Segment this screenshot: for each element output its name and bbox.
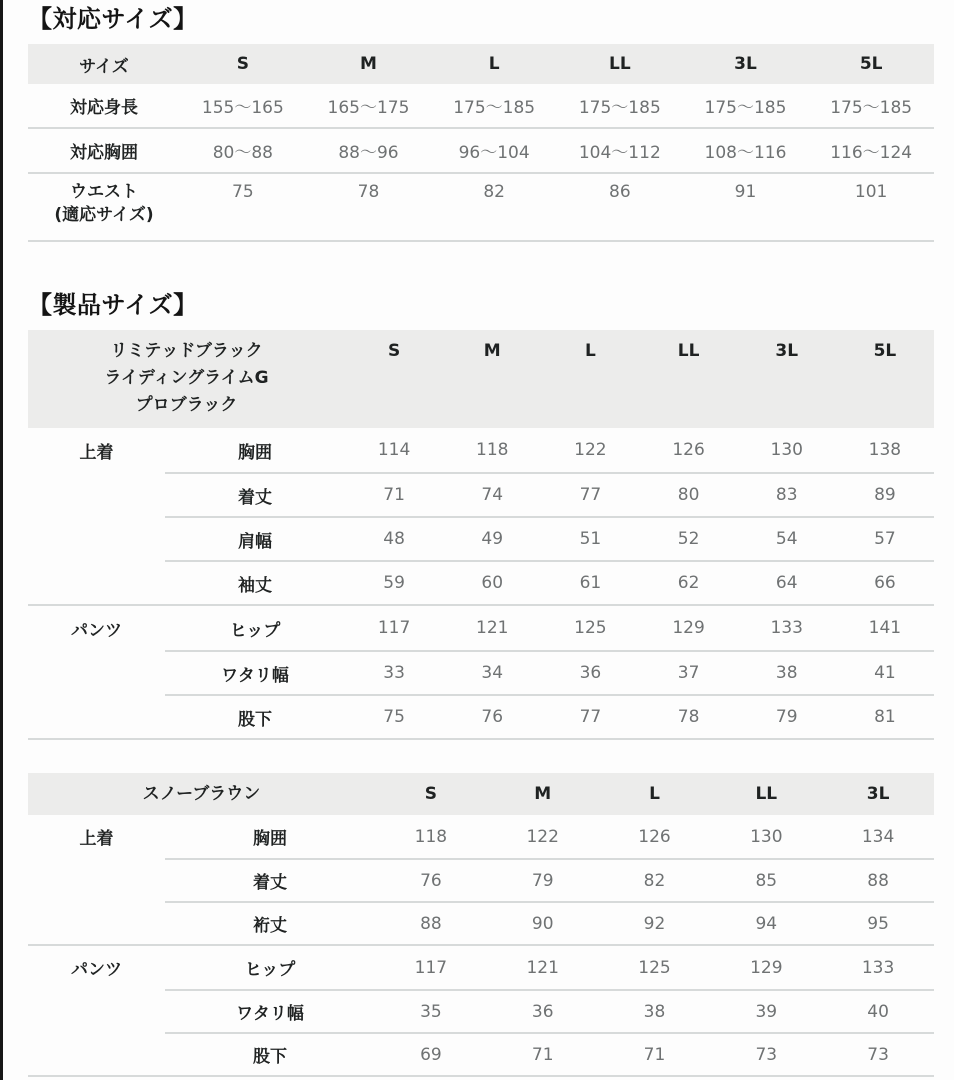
column-header-5l: 5L <box>873 341 897 361</box>
row-label: 股下 <box>238 709 272 730</box>
table-row-inseam <box>165 694 934 738</box>
variant-name: ライディングライムG <box>104 368 269 388</box>
value-cell: 76 <box>420 870 442 891</box>
value-cell: 94 <box>755 913 778 934</box>
support-table-header-row <box>28 44 934 84</box>
table-row-chest <box>28 127 934 172</box>
column-header-m: M <box>360 54 377 74</box>
value-cell: 122 <box>526 826 559 847</box>
product-size-title: 【製品サイズ】 <box>28 291 198 319</box>
value-cell: 71 <box>643 1044 666 1065</box>
row-label: 胸囲 <box>238 442 272 463</box>
table-row-body-length <box>165 472 934 516</box>
column-header-m: M <box>483 341 501 361</box>
table-row-thigh-width <box>165 650 934 694</box>
value-cell: 88 <box>867 870 889 891</box>
value-cell: 126 <box>672 440 705 460</box>
value-cell: 64 <box>775 573 798 593</box>
value-cell: 54 <box>775 529 798 549</box>
value-cell: 126 <box>638 826 671 847</box>
value-cell: 130 <box>770 440 803 460</box>
variant-name: スノーブラウン <box>142 783 261 804</box>
group-rows <box>165 946 934 1075</box>
value-cell: 90 <box>531 913 554 934</box>
value-cell: 76 <box>481 707 504 727</box>
group-jacket <box>28 815 934 944</box>
row-label: ワタリ幅 <box>221 665 289 686</box>
group-rows <box>165 428 934 604</box>
row-label: 裄丈 <box>253 916 287 936</box>
value-cell: 122 <box>574 440 607 460</box>
table-row-waist <box>28 172 934 240</box>
value-cell: 117 <box>414 957 448 978</box>
column-header-l: L <box>649 783 660 804</box>
value-cell: 138 <box>868 440 902 460</box>
value-cell: 129 <box>750 957 783 978</box>
value-cell: 73 <box>755 1044 778 1065</box>
value-cell: 73 <box>867 1044 889 1065</box>
value-cell: 92 <box>643 913 666 934</box>
value-cell: 89 <box>874 485 896 505</box>
value-cell: 66 <box>874 573 896 593</box>
column-header-ll: LL <box>677 341 700 361</box>
value-cell: 80〜88 <box>212 143 273 163</box>
column-header-5l: 5L <box>859 54 883 74</box>
value-cell: 37 <box>677 663 700 683</box>
value-cell: 83 <box>775 485 798 505</box>
row-label: ヒップ <box>229 620 281 641</box>
value-cell: 80 <box>677 485 700 505</box>
value-cell: 79 <box>531 870 554 891</box>
value-cell: 41 <box>874 663 896 683</box>
value-cell: 118 <box>476 440 509 460</box>
value-cell: 59 <box>383 573 405 593</box>
value-cell: 78 <box>677 707 700 727</box>
column-header-3l: 3L <box>866 783 890 804</box>
table-row-thigh-width <box>165 989 934 1032</box>
value-cell: 74 <box>481 485 504 505</box>
value-cell: 79 <box>775 707 798 727</box>
value-cell: 49 <box>481 529 504 549</box>
row-label: 胸囲 <box>253 829 287 849</box>
column-header-l: L <box>488 54 500 74</box>
row-label-line2: (適応サイズ) <box>54 205 154 225</box>
product-size-table-snow-brown <box>28 773 934 1077</box>
table-row-inseam <box>165 1032 934 1075</box>
value-cell: 114 <box>377 440 411 460</box>
row-label: ヒップ <box>244 960 296 980</box>
value-cell: 104〜112 <box>578 143 661 163</box>
table-row-yuki-length <box>165 901 934 944</box>
group-rows <box>165 815 934 944</box>
value-cell: 81 <box>874 707 896 727</box>
row-label: 対応胸囲 <box>70 143 138 163</box>
value-cell: 129 <box>672 618 705 638</box>
row-label: 股下 <box>253 1047 287 1067</box>
product-table-header-row <box>28 773 934 815</box>
group-label: パンツ <box>71 960 122 980</box>
value-cell: 69 <box>420 1044 442 1065</box>
row-label <box>28 181 180 227</box>
value-cell: 95 <box>867 913 889 934</box>
support-size-table <box>28 44 934 242</box>
column-header-3l: 3L <box>734 54 757 74</box>
variant-names <box>28 781 375 808</box>
value-cell: 52 <box>677 529 700 549</box>
table-row-height <box>28 84 934 127</box>
table-row-chest <box>165 815 934 858</box>
variant-name: リミテッドブラック <box>110 341 263 361</box>
table-row-body-length <box>165 858 934 901</box>
value-cell: 34 <box>481 663 504 683</box>
value-cell: 82 <box>483 182 505 202</box>
value-cell: 39 <box>755 1001 778 1022</box>
column-header-3l: 3L <box>775 341 799 361</box>
value-cell: 134 <box>861 826 895 847</box>
value-cell: 165〜175 <box>327 98 410 118</box>
value-cell: 133 <box>770 618 803 638</box>
group-pants <box>28 604 934 738</box>
group-label: 上着 <box>79 442 114 463</box>
table-row-sleeve-length <box>165 560 934 604</box>
group-label: 上着 <box>79 829 114 849</box>
value-cell: 60 <box>481 573 504 593</box>
table-row-hip <box>165 606 934 650</box>
value-cell: 133 <box>861 957 895 978</box>
column-header-m: M <box>534 783 552 804</box>
value-cell: 91 <box>734 182 757 202</box>
table-row-shoulder-width <box>165 516 934 560</box>
group-label: パンツ <box>71 620 122 641</box>
value-cell: 36 <box>579 663 602 683</box>
value-cell: 51 <box>579 529 602 549</box>
value-cell: 121 <box>476 618 509 638</box>
product-table-header-row <box>28 330 934 428</box>
value-cell: 48 <box>383 529 405 549</box>
value-cell: 118 <box>414 826 448 847</box>
group-jacket <box>28 428 934 604</box>
value-cell: 57 <box>874 529 896 549</box>
value-cell: 71 <box>531 1044 554 1065</box>
row-label: 対応身長 <box>70 98 138 118</box>
value-cell: 78 <box>357 182 380 202</box>
value-cell: 77 <box>579 707 602 727</box>
column-header-size-label: サイズ <box>79 56 129 77</box>
value-cell: 77 <box>579 485 602 505</box>
column-header-ll: LL <box>755 783 778 804</box>
value-cell: 35 <box>420 1001 442 1022</box>
value-cell: 101 <box>854 182 888 202</box>
column-header-ll: LL <box>608 54 631 74</box>
value-cell: 86 <box>609 182 631 202</box>
value-cell: 117 <box>377 618 411 638</box>
value-cell: 82 <box>643 870 666 891</box>
row-label: 着丈 <box>253 873 287 893</box>
value-cell: 130 <box>750 826 783 847</box>
variant-name: プロブラック <box>135 395 238 415</box>
row-label: ワタリ幅 <box>236 1004 304 1024</box>
value-cell: 175〜185 <box>830 98 913 118</box>
value-cell: 175〜185 <box>453 98 536 118</box>
value-cell: 175〜185 <box>578 98 661 118</box>
product-size-table-black <box>28 330 934 740</box>
row-label: 着丈 <box>238 487 272 508</box>
value-cell: 33 <box>383 663 405 683</box>
value-cell: 125 <box>638 957 671 978</box>
value-cell: 85 <box>755 870 778 891</box>
value-cell: 88〜96 <box>338 143 399 163</box>
value-cell: 61 <box>579 573 602 593</box>
group-pants <box>28 944 934 1075</box>
value-cell: 175〜185 <box>704 98 787 118</box>
column-header-s: S <box>236 54 249 74</box>
value-cell: 96〜104 <box>458 143 530 163</box>
row-label-line1: ウエスト <box>70 182 138 202</box>
support-table-body <box>28 84 934 242</box>
value-cell: 121 <box>526 957 559 978</box>
support-size-title: 【対応サイズ】 <box>28 5 198 33</box>
value-cell: 38 <box>643 1001 666 1022</box>
column-header-s: S <box>387 341 401 361</box>
column-header-l: L <box>584 341 596 361</box>
table-row-hip <box>165 946 934 989</box>
value-cell: 36 <box>531 1001 554 1022</box>
value-cell: 75 <box>232 182 254 202</box>
value-cell: 62 <box>677 573 700 593</box>
table-row-chest <box>165 428 934 472</box>
value-cell: 125 <box>574 618 607 638</box>
value-cell: 141 <box>868 618 902 638</box>
variant-names <box>28 338 345 419</box>
row-label: 肩幅 <box>238 531 272 552</box>
value-cell: 116〜124 <box>830 143 913 163</box>
group-rows <box>165 606 934 738</box>
value-cell: 108〜116 <box>704 143 787 163</box>
value-cell: 40 <box>867 1001 889 1022</box>
value-cell: 88 <box>420 913 442 934</box>
value-cell: 38 <box>775 663 798 683</box>
value-cell: 75 <box>383 707 405 727</box>
value-cell: 155〜165 <box>201 98 284 118</box>
value-cell: 71 <box>383 485 405 505</box>
row-label: 袖丈 <box>238 575 272 596</box>
column-header-s: S <box>424 783 438 804</box>
